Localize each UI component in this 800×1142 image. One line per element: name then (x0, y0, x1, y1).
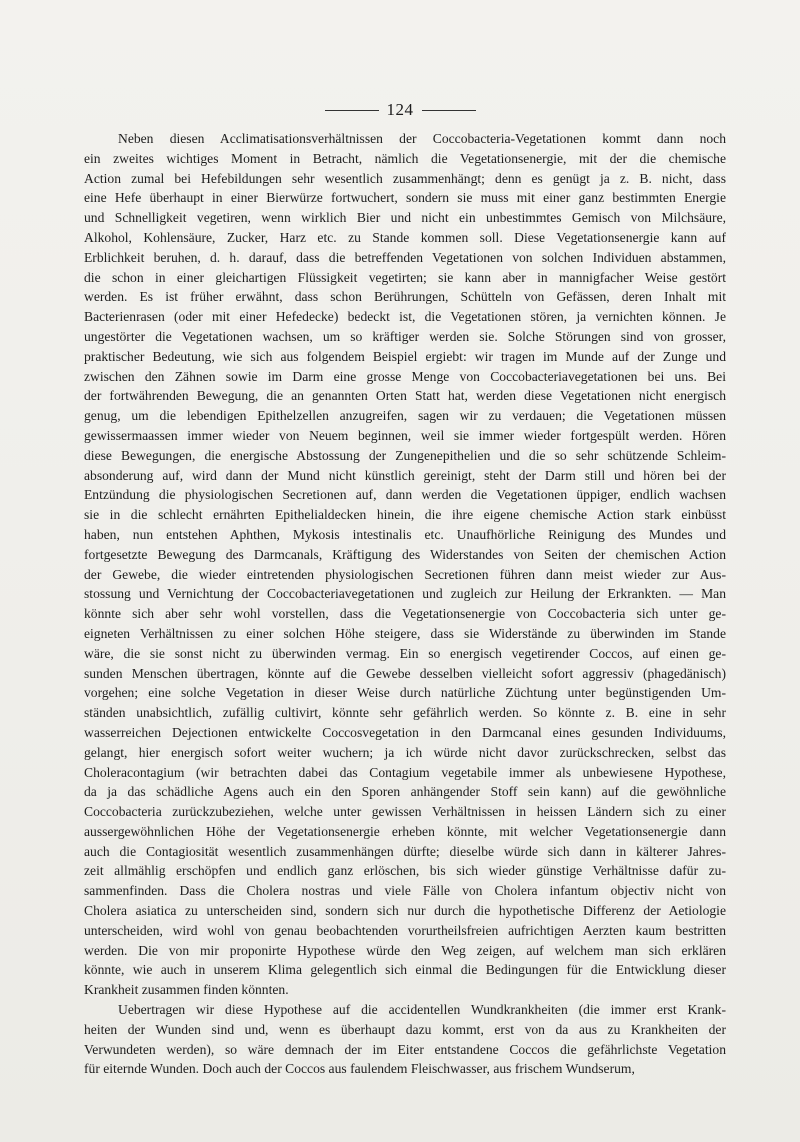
text-line: Cholera asiatica zu unterscheiden sind, sondern sich nur durch die hypothetische Differenz der Aetiologie (84, 903, 726, 919)
text-line: Krankheit zusammen finden könnten. (84, 982, 289, 998)
text-line: sammenfinden. Dass die Cholera nostras und viele Fälle von Cholera infantum objectiv nicht von (84, 883, 726, 899)
text-line: Action zumal bei Hefebildungen sehr wesentlich zusammenhängt; denn es genügt ja z. B. nicht, dass (84, 170, 726, 186)
text-line: genug, um die lebendigen Epithelzellen anzugreifen, sagen wir zu verdauen; die Vegetationen müssen (84, 408, 726, 424)
text-line: zeit allmählig erschöpfen und endlich ganz erlöschen, bis sich wieder günstige Verhältnisse dafür zu- (84, 863, 726, 879)
text-line: und Schnelligkeit vegetiren, wenn wirklich Bier und nicht ein unbestimmtes Gemisch von Milchsäure, (84, 210, 726, 226)
text-line: für eiternde Wunden. Doch auch der Coccos aus faulendem Fleischwasser, aus frischem Wundserum, (84, 1061, 635, 1077)
text-line: werden. Es ist früher erwähnt, dass schon Berührungen, Schütteln von Gefässen, deren Inhalt mit (84, 289, 726, 305)
text-line: Entzündung die physiologischen Secretionen auf, dann werden die Vegetationen üppiger, endlich wachsen (84, 487, 726, 503)
text-line: ungestörter die Vegetationen wachsen, um so kräftiger werden sie. Solche Störungen sind von grosser, (84, 328, 726, 344)
header-rule-right (422, 110, 476, 111)
text-line: stossung und Vernichtung der Coccobacteriavegetationen und zugleich zur Heilung der Erkrankten. — Man (84, 586, 726, 602)
text-line: unterscheiden, wird wohl von genau beobachtenden vorurtheilsfreien aufrichtigen Aerzten kaum bestritten (84, 922, 726, 938)
text-line: fortgesetzte Bewegung des Darmcanals, Kräftigung des Widerstandes von Seiten der chemischen Action (84, 546, 726, 562)
text-line: Verwundeten werden), so wäre demnach der im Eiter entstandene Coccos die gefährlichste Vegetation (84, 1041, 726, 1057)
text-line: praktischer Bedeutung, wie sich aus folgendem Beispiel ergiebt: wir tragen im Munde auf der Zunge und (84, 348, 726, 364)
text-line: Uebertragen wir diese Hypothese auf die accidentellen Wundkrankheiten (die immer erst Krank- (118, 1002, 726, 1018)
text-line: eine Hefe überhaupt in einer Bierwürze fortwuchert, sondern sie muss mit einer ganz bestimmten Energie (84, 190, 726, 206)
page-number: 124 (386, 100, 414, 119)
text-line: Alkohol, Kohlensäure, Zucker, Harz etc. zu Stande kommen soll. Diese Vegetationsenergie kann auf (84, 229, 726, 245)
body-text (84, 129, 726, 1079)
text-line: wasserreichen Dejectionen entwickelte Coccosvegetation in den Darmcanal eines gesunden Individuums, (84, 724, 726, 740)
text-line: der fortwährenden Bewegung, die an genannten Orten Statt hat, werden diese Vegetationen nicht energisch (84, 388, 726, 404)
text-line: auch die Contagiosität wesentlich zusammenhängen dürfte; dieselbe würde sich dann in kälterer Jahres- (84, 843, 726, 859)
text-line: aussergewöhnlichen Höhe der Vegetationsenergie erheben könnte, mit welcher Vegetationsenergie dann (84, 823, 726, 839)
text-line: ständen unabsichtlich, zufällig cultivirt, könnte sehr gefährlich werden. So könnte z. B. eine in sehr (84, 705, 726, 721)
text-line: könnte, wie auch in unserem Klima gelegentlich sich einmal die Bedingungen für die Entwicklung dieser (84, 962, 726, 978)
text-line: zwischen den Zähnen sowie im Darm eine grosse Menge von Coccobacteriavegetationen bei uns. Bei (84, 368, 726, 384)
text-line: Choleracontagium (wir betrachten dabei das Contagium vegetabile immer als unbewiesene Hypothese, (84, 764, 726, 780)
text-line: gewissermaassen immer wieder von Neuem beginnen, weil sie immer wieder fortgespült werden. Hören (84, 427, 726, 443)
text-line: Neben diesen Acclimatisationsverhältnissen der Coccobacteria-Vegetationen kommt dann noch (118, 131, 726, 146)
text-line: heiten der Wunden sind und, wenn es überhaupt dazu kommt, erst von da aus zu Krankheiten der (84, 1021, 726, 1037)
text-line: gelangt, hier energisch sofort weiter wuchern; ja ich würde nicht davor zurückschrecken, selbst das (84, 744, 726, 760)
text-line: Coccobacteria zurückzubeziehen, welche unter gewissen Verhältnissen in heissen Ländern sich zu einer (84, 804, 726, 820)
text-line: die schon in einer gleichartigen Flüssigkeit vegetirten; sie kann aber in mannigfacher Weise gestört (84, 269, 726, 285)
text-line: sunden Menschen übertragen, könnte auf die Gewebe desselben vielleicht sofort aggressiv (phagedänisch) (84, 665, 726, 681)
text-line: sie in die schlecht ernährten Epithelialdecken hinein, die ihre eigene chemische Action stark einbüsst (84, 507, 726, 523)
text-line: werden. Die von mir proponirte Hypothese würde den Weg zeigen, auf welchem man sich erklären (84, 942, 726, 958)
header-rule-left (325, 110, 379, 111)
page-header (0, 100, 800, 120)
text-line: der Gewebe, die wieder eintretenden physiologischen Secretionen führen dann meist wieder zur Aus- (84, 566, 726, 582)
text-line: ein zweites wichtiges Moment in Betracht, nämlich die Vegetationsenergie, mit der die chemische (84, 150, 726, 166)
text-line: wäre, die sie sonst nicht zu überwinden vermag. Ein so energisch vegetirender Coccos, auf einen ge- (84, 645, 726, 661)
text-line: vorgehen; eine solche Vegetation in dieser Weise durch natürliche Züchtung unter begünstigenden Um- (84, 685, 726, 701)
text-line: Bacterienrasen (oder mit einer Hefedecke) bedeckt ist, die Vegetationen stören, ja vernichten können. Je (84, 309, 726, 325)
text-line: könnte sich aber sehr wohl vorstellen, dass die Vegetationsenergie von Coccobacteria sich unter ge- (84, 606, 726, 622)
text-line: da ja das schädliche Agens auch ein den Sporen anhängender Stoff sein kann) auf die gewöhnliche (84, 784, 726, 800)
text-line: Erblichkeit beruhen, d. h. darauf, dass die betreffenden Vegetationen von solchen Individuen abstammen, (84, 249, 726, 265)
text-line: haben, nun entstehen Aphthen, Mykosis intestinalis etc. Unaufhörliche Reinigung des Mundes und (84, 526, 726, 542)
text-line: diese Bewegungen, die energische Abstossung der Zungenepithelien und die so sehr schützende Schleim- (84, 447, 726, 463)
text-line: absonderung auf, wird dann der Mund nicht künstlich gereinigt, steht der Darm still und hören bei der (84, 467, 726, 483)
text-line: eigneten Verhältnissen zu einer solchen Höhe steigere, dass sie Widerstände zu überwinden im Stande (84, 625, 726, 641)
